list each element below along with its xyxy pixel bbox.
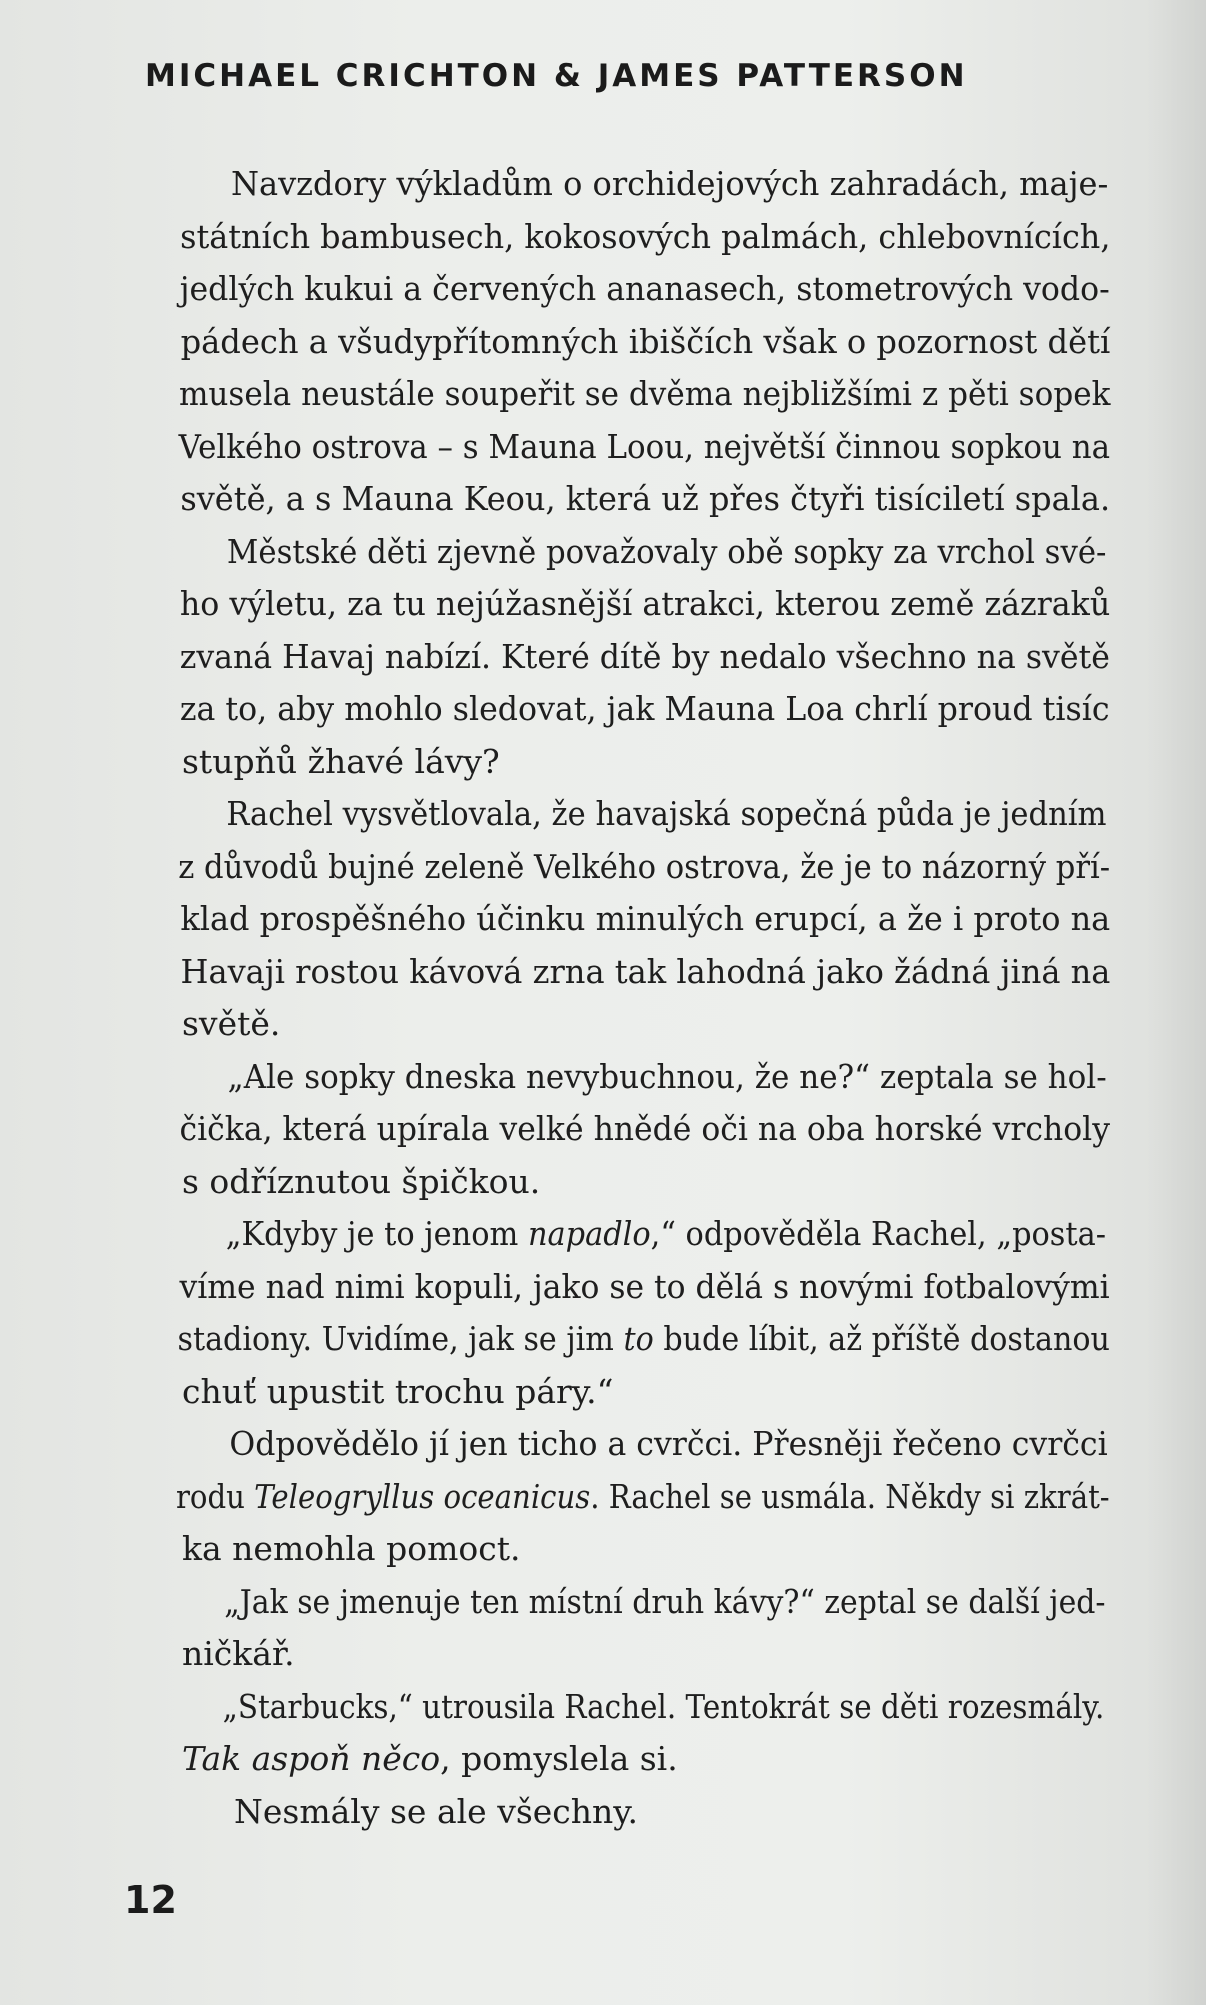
text-line: Havaji rostou kávová zrna tak lahodná jako žádná jiná na: [180, 951, 1111, 991]
text-line: „Ale sopky dneska nevybuchnou, že ne?“ zeptala se hol-: [227, 1056, 1107, 1096]
running-head: MICHAEL CRICHTON & JAMES PATTERSON: [145, 58, 968, 94]
text-line: Odpovědělo jí jen ticho a cvrčci. Přesněji řečeno cvrčci: [229, 1424, 1108, 1463]
text-line: rodu Teleogryllus oceanicus. Rachel se usmála. Někdy si zkrát-: [175, 1476, 1110, 1516]
text-line: s odříznutou špičkou.: [182, 1161, 541, 1201]
text-line: Tak aspoň něco, pomyslela si.: [182, 1739, 678, 1778]
paragraph: [130, 1208, 1110, 1418]
paragraph: [130, 1051, 1110, 1209]
paragraph: [130, 1786, 1110, 1839]
paragraph: [130, 1418, 1110, 1576]
text-line: jedlých kukui a červených ananasech, stometrových vodo-: [179, 269, 1110, 308]
text-line: stadiony. Uvidíme, jak se jim to bude líbit, až příště dostanou: [177, 1319, 1110, 1358]
text-line: Nesmály se ale všechny.: [234, 1791, 639, 1831]
body-text: [130, 158, 1110, 1838]
text-line: klad prospěšného účinku minulých erupcí, a že i proto na: [180, 899, 1111, 938]
text-line: „Jak se jmenuje ten místní druh kávy?“ zeptal se další jed-: [224, 1581, 1106, 1621]
text-line: Městské děti zjevně považovaly obě sopky za vrchol své-: [226, 531, 1107, 571]
text-line: stupňů žhavé lávy?: [182, 741, 500, 781]
text-line: ničkář.: [182, 1634, 295, 1673]
paragraph: [130, 1576, 1110, 1681]
text-line: ho výletu, za tu nejúžasnější atrakci, kterou země zázraků: [179, 584, 1111, 623]
text-line: musela neustále soupeřit se dvěma nejbližšími z pěti sopek: [178, 374, 1111, 413]
text-line: státních bambusech, kokosových palmách, chlebovnících,: [180, 216, 1111, 256]
text-line: za to, aby mohlo sledovat, jak Mauna Loa chrlí proud tisíc: [179, 689, 1110, 728]
paragraph: [130, 526, 1110, 789]
text-line: Velkého ostrova – s Mauna Loou, největší činnou sopkou na: [178, 426, 1111, 466]
text-line: víme nad nimi kopuli, jako se to dělá s novými fotbalovými: [179, 1266, 1110, 1306]
paragraph: [130, 1681, 1110, 1786]
text-line: pádech a všudypřítomných ibiščích však o pozornost dětí: [180, 321, 1111, 361]
paragraph: [130, 788, 1110, 1051]
text-line: chuť upustit trochu páry.“: [182, 1371, 614, 1411]
text-line: Navzdory výkladům o orchidejových zahradách, maje-: [230, 164, 1109, 203]
paragraph: [130, 158, 1110, 526]
text-line: světě.: [182, 1004, 281, 1043]
text-line: z důvodů bujné zeleně Velkého ostrova, že je to názorný pří-: [178, 846, 1111, 886]
text-line: zvaná Havaj nabízí. Které dítě by nedalo všechno na světě: [179, 636, 1110, 676]
text-line: „Starbucks,“ utrousila Rachel. Tentokrát se děti rozesmály.: [222, 1686, 1105, 1726]
text-line: ka nemohla pomoct.: [182, 1529, 521, 1568]
text-line: čička, která upírala velké hnědé oči na oba horské vrcholy: [179, 1109, 1110, 1148]
page-number: 12: [124, 1878, 177, 1922]
text-line: „Kdyby je to jenom napadlo,“ odpověděla Rachel, „posta-: [225, 1214, 1106, 1253]
text-line: Rachel vysvětlovala, že havajská sopečná půda je jedním: [226, 794, 1107, 833]
text-line: světě, a s Mauna Keou, která už přes čtyři tisíciletí spala.: [180, 479, 1111, 518]
